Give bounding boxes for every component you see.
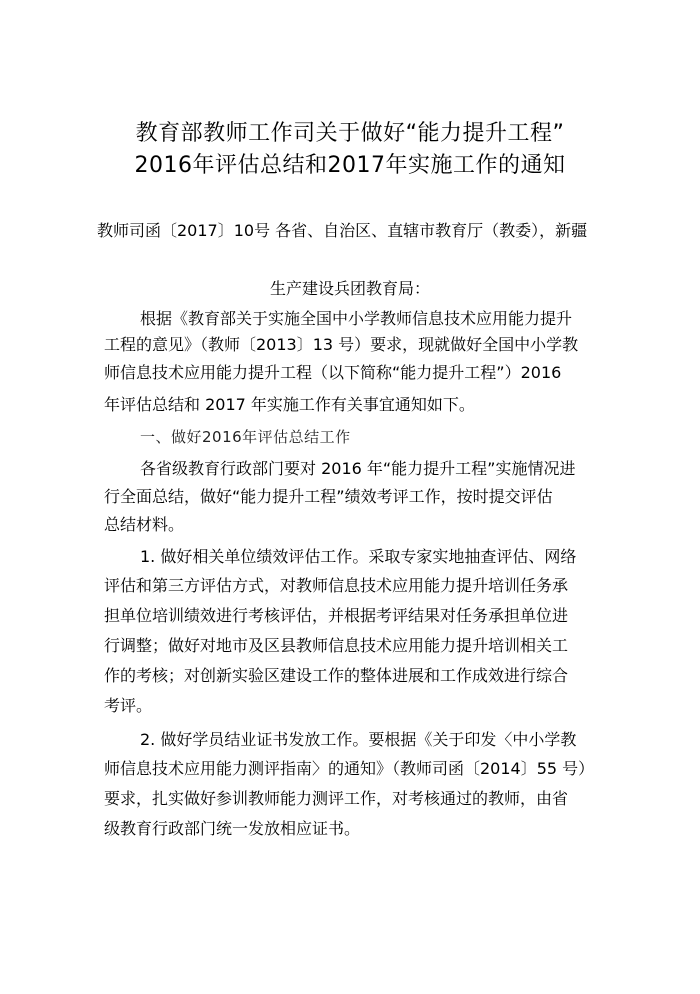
section-intro-line: 各省级教育行政部门要对 2016 年“能力提升工程”实施情况进	[140, 459, 576, 478]
item1-line: 担单位培训绩效进行考核评估，并根据考评结果对任务承担单位进	[104, 606, 569, 625]
addressee: 生产建设兵团教育局：	[269, 279, 430, 298]
intro-line: 根据《教育部关于实施全国中小学教师信息技术应用能力提升	[140, 309, 573, 328]
item2-line: 2. 做好学员结业证书发放工作。要根据《关于印发〈中小学教	[140, 730, 577, 749]
intro-line: 工程的意见》（教师〔2013〕13 号）要求，现就做好全国中小学教	[104, 335, 579, 354]
item2-line: 级教育行政部门统一发放相应证书。	[104, 819, 361, 838]
section-heading: 一、做好2016年评估总结工作	[140, 428, 351, 446]
section-intro-line: 总结材料。	[104, 515, 185, 534]
item1-line: 1. 做好相关单位绩效评估工作。采取专家实地抽查评估、网络	[140, 547, 577, 566]
item1-line: 行调整；做好对地市及区县教师信息技术应用能力提升培训相关工	[104, 636, 569, 655]
document-title-line-1: 教育部教师工作司关于做好“能力提升工程”	[135, 121, 565, 146]
intro-line: 师信息技术应用能力提升工程（以下简称“能力提升工程”）2016	[104, 363, 562, 382]
item1-line: 评估和第三方评估方式，对教师信息技术应用能力提升培训任务承	[104, 576, 569, 595]
section-intro-line: 行全面总结，做好“能力提升工程”绩效考评工作，按时提交评估	[104, 487, 553, 506]
item1-line: 考评。	[104, 696, 153, 715]
item2-line: 师信息技术应用能力测评指南〉的通知》（教师司函〔2014〕55 号）	[104, 759, 595, 778]
item2-line: 要求，扎实做好参训教师能力测评工作，对考核通过的教师，由省	[104, 789, 569, 808]
intro-line: 年评估总结和 2017 年实施工作有关事宜通知如下。	[104, 395, 475, 414]
doc-number-line: 教师司函〔2017〕10号 各省、自治区、直辖市教育厅（教委），新疆	[97, 221, 588, 240]
item1-line: 作的考核；对创新实验区建设工作的整体进展和工作成效进行综合	[104, 666, 569, 685]
document-title-line-2: 2016年评估总结和2017年实施工作的通知	[134, 153, 566, 178]
